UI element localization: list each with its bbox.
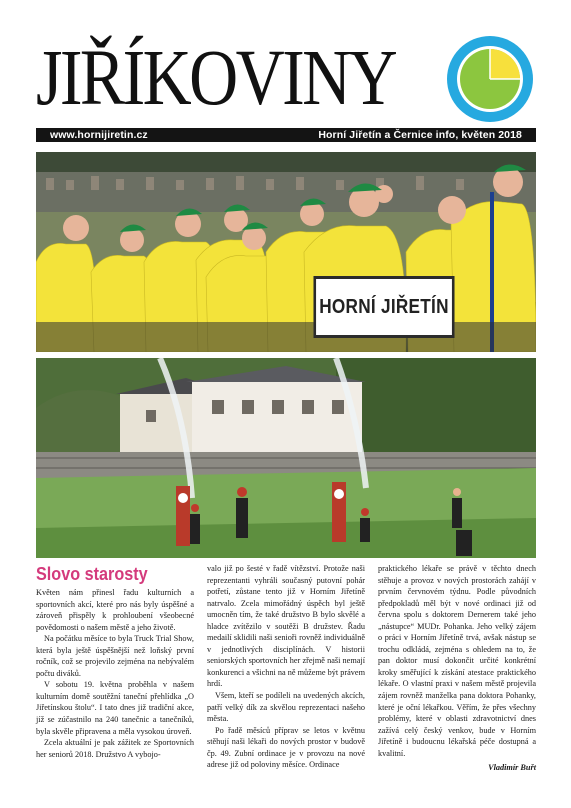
website-link[interactable]: www.hornijiretin.cz [50,129,148,141]
town-sign: HORNÍ JIŘETÍN [313,276,454,338]
article-paragraph: Květen nám přinesl řadu kulturních a sportovních akcí, které pro nás byly úspěšné a zároveň přispěly k prohloubení všeobecné povědomosti o našem městě a jeho životě. [36,588,194,632]
info-bar [36,128,536,142]
article-paragraph: Po řadě měsíců příprav se letos v květnu stěhují naši lékaři do nových prostor v budově čp. 49. Zubní ordinace je v provozu na nové adrese již od poloviny měsíce. Ordinace [207,725,365,770]
article-column-1 [36,563,194,795]
article [36,563,536,795]
masthead [36,28,536,128]
article-paragraph: valo již po šesté v řadě vítězství. Protože naši reprezentanti vyhráli současný putovní pohár potřetí, zůstane tento již v Horním Jiřetíně natrvalo. Zcela mimořádný úspěch byl ještě umocněn tím, že také družstvo B bylo skvělé a hladce zvítězilo v soutěži B družstev. Řadu medailí sklidili naši senioři rovněž individuálně v jednotlivých disciplínách. V historii seniorských sportovních her zřejmě naši nemají konkurenci a všichni na ně můžeme být právem hrdí. [207,564,365,689]
article-paragraph: Všem, kteří se podíleli na uvedených akcích, patří velký dík za skvělou reprezentaci našeho města. [207,691,365,724]
newsletter-title: JIŘÍKOVINY [36,35,396,122]
firefighting-photo [36,358,536,558]
article-column-2 [207,563,365,795]
article-heading: Slovo starosty [36,564,148,584]
article-paragraph: praktického lékaře se právě v těchto dnech stěhuje a provoz v nových prostorách zahájí v prvním červnovém týdnu. Podle původních předpokladů měl být v nové ordinaci již od června spolu s doktorem Dernerem také jeho „nástupce“ MUDr. Pohanka. Jeho velký zájem o práci v Horním Jiřetíně trvá, avšak nástup se trochu odkládá, zejména s ohledem na to, že pan doktor musí dokončit určité konkrétní kroky směřující k získání atestace praktického lékaře. O vlastní praxi v našem městě projevila zájem rovněž manželka pana doktora Pohanky, které je oční lékařkou. Věřím, že přes všechny problémy, které v oblasti zdravotnictví dnes zažívá celý český venkov, bude v Horním Jiřetíně i budoucnu lékařská péče dostupná a kvalitní. [378,564,536,758]
article-paragraph: V sobotu 19. května proběhla v našem kulturním domě soutěžní taneční přehlídka „O Jiřetínskou štolu“. I tato dnes již tradiční akce, jíž se zúčastnilo na 240 tanečnic a tanečníků, byla skvěle připravena a měla vysokou úroveň. [36,680,194,736]
article-paragraph: Na počátku měsíce to byla Truck Trial Show, která byla ještě úspěšnější než loňský první ročník, což se projevilo zejména na nebývalém počtu diváků. [36,634,194,678]
article-paragraph: Zcela aktuální je pak zážitek ze Sportovních her seniorů 2018. Družstvo A vybojo- [36,738,194,759]
pie-logo-icon [446,35,534,123]
author-signature: Vladimír Buřt [488,763,536,773]
team-photo [36,152,536,352]
edition-label: Horní Jiřetín a Černice info, květen 2018 [318,129,522,141]
article-column-3 [378,563,536,795]
